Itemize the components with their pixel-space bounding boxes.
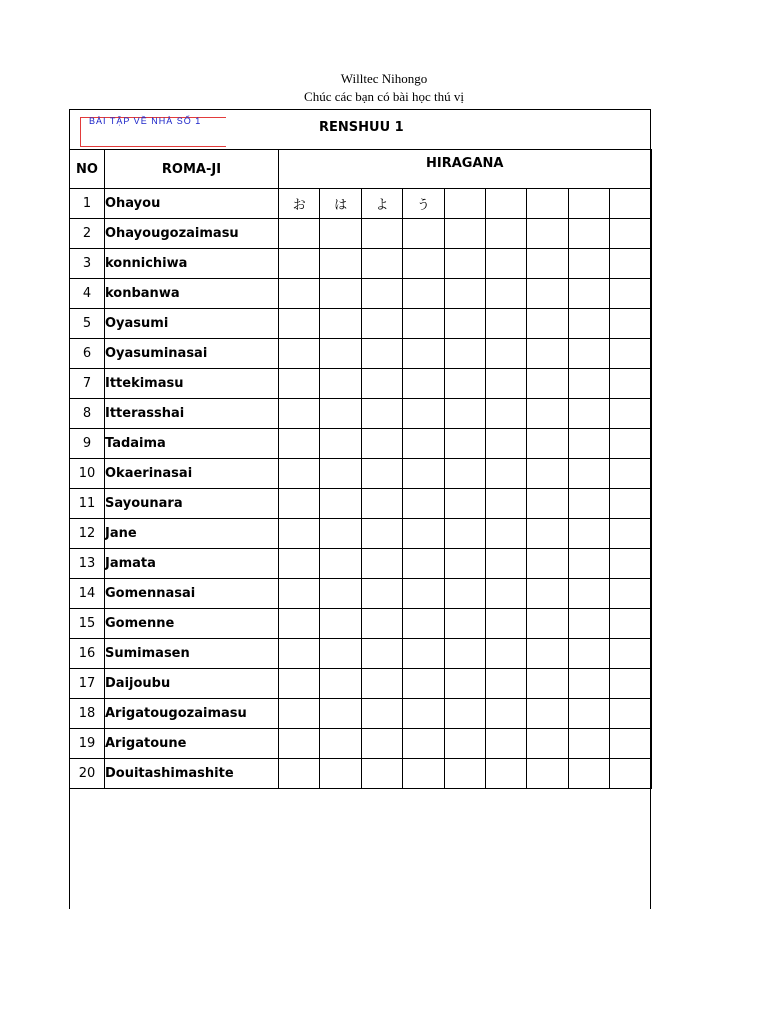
hiragana-cell[interactable] (279, 519, 320, 549)
hiragana-cell[interactable] (403, 729, 444, 759)
hiragana-cell[interactable] (610, 279, 651, 309)
hiragana-cell[interactable] (485, 459, 526, 489)
hiragana-cell[interactable] (403, 699, 444, 729)
hiragana-cell[interactable] (568, 609, 609, 639)
hiragana-cell[interactable] (527, 249, 568, 279)
hiragana-cell[interactable] (485, 639, 526, 669)
hiragana-cell[interactable] (279, 639, 320, 669)
hiragana-cell[interactable] (403, 519, 444, 549)
hiragana-cell[interactable] (361, 669, 402, 699)
hiragana-cell[interactable] (610, 669, 651, 699)
hiragana-cell[interactable] (361, 639, 402, 669)
romaji-word: Gomennasai (105, 579, 279, 609)
hiragana-cell[interactable] (361, 549, 402, 579)
hiragana-cell[interactable]: は (320, 189, 361, 219)
hiragana-cell[interactable] (444, 639, 485, 669)
table-row (70, 459, 652, 489)
hiragana-cell[interactable] (485, 579, 526, 609)
hiragana-cell[interactable] (361, 399, 402, 429)
table-row (70, 279, 652, 309)
hiragana-cell[interactable] (279, 309, 320, 339)
hiragana-cell[interactable] (485, 609, 526, 639)
row-number: 7 (70, 369, 105, 399)
hiragana-cell[interactable] (279, 429, 320, 459)
hiragana-cell[interactable] (527, 459, 568, 489)
hiragana-cell[interactable] (403, 579, 444, 609)
table-row (70, 249, 652, 279)
romaji-word: Jane (105, 519, 279, 549)
hiragana-cell[interactable] (527, 579, 568, 609)
hiragana-cell[interactable] (527, 519, 568, 549)
hiragana-cell[interactable] (320, 729, 361, 759)
hiragana-cell[interactable] (568, 699, 609, 729)
hiragana-cell[interactable] (568, 519, 609, 549)
hiragana-cell[interactable] (279, 459, 320, 489)
hiragana-cell[interactable] (610, 639, 651, 669)
hiragana-cell[interactable] (444, 369, 485, 399)
hiragana-cell[interactable] (568, 189, 609, 219)
table-row (70, 759, 652, 789)
hiragana-cell[interactable] (361, 339, 402, 369)
hiragana-cell[interactable] (403, 759, 444, 789)
hiragana-cell[interactable] (444, 219, 485, 249)
hiragana-cell[interactable] (485, 549, 526, 579)
hiragana-cell[interactable] (485, 489, 526, 519)
sheet-top-border (69, 109, 651, 110)
hiragana-cell[interactable] (320, 609, 361, 639)
hiragana-cell[interactable] (403, 249, 444, 279)
hiragana-cell[interactable] (320, 429, 361, 459)
hiragana-cell[interactable] (610, 399, 651, 429)
hiragana-cell[interactable] (527, 429, 568, 459)
hiragana-cell[interactable] (485, 369, 526, 399)
romaji-word: konnichiwa (105, 249, 279, 279)
table-row (70, 579, 652, 609)
hiragana-cell[interactable] (320, 279, 361, 309)
worksheet (69, 109, 651, 909)
row-number: 1 (70, 189, 105, 219)
hiragana-cell[interactable] (527, 279, 568, 309)
hiragana-cell[interactable] (485, 399, 526, 429)
hiragana-cell[interactable] (568, 729, 609, 759)
romaji-word: Itterasshai (105, 399, 279, 429)
romaji-word: Tadaima (105, 429, 279, 459)
hiragana-cell[interactable] (320, 759, 361, 789)
hiragana-cell[interactable] (320, 699, 361, 729)
hiragana-cell[interactable] (527, 549, 568, 579)
row-number: 3 (70, 249, 105, 279)
row-number: 11 (70, 489, 105, 519)
hiragana-cell[interactable] (568, 309, 609, 339)
row-number: 6 (70, 339, 105, 369)
hiragana-cell[interactable] (527, 699, 568, 729)
table-row (70, 729, 652, 759)
hiragana-cell[interactable] (485, 189, 526, 219)
row-number: 8 (70, 399, 105, 429)
hiragana-cell[interactable] (568, 249, 609, 279)
hiragana-cell[interactable] (320, 489, 361, 519)
hiragana-cell[interactable] (568, 759, 609, 789)
row-number: 9 (70, 429, 105, 459)
hiragana-cell[interactable] (568, 279, 609, 309)
hiragana-cell[interactable] (568, 459, 609, 489)
hiragana-cell[interactable] (320, 219, 361, 249)
row-number: 14 (70, 579, 105, 609)
hiragana-cell[interactable] (444, 309, 485, 339)
table-row (70, 399, 652, 429)
hiragana-cell[interactable] (485, 249, 526, 279)
hiragana-cell[interactable] (403, 669, 444, 699)
hiragana-cell[interactable]: お (279, 189, 320, 219)
hiragana-cell[interactable] (320, 579, 361, 609)
row-number: 4 (70, 279, 105, 309)
hiragana-cell[interactable] (320, 519, 361, 549)
hiragana-cell[interactable] (403, 279, 444, 309)
hiragana-cell[interactable] (527, 639, 568, 669)
table-row (70, 219, 652, 249)
hiragana-cell[interactable] (485, 279, 526, 309)
practice-table (69, 149, 652, 789)
hiragana-cell[interactable] (444, 519, 485, 549)
hiragana-cell[interactable] (279, 729, 320, 759)
hiragana-cell[interactable] (320, 669, 361, 699)
table-row (70, 339, 652, 369)
hiragana-cell[interactable] (279, 549, 320, 579)
hiragana-cell[interactable] (568, 339, 609, 369)
hiragana-cell[interactable] (361, 489, 402, 519)
hiragana-cell[interactable] (403, 399, 444, 429)
hiragana-cell[interactable] (444, 399, 485, 429)
hiragana-cell[interactable] (527, 729, 568, 759)
hiragana-cell[interactable] (361, 459, 402, 489)
hiragana-cell[interactable] (279, 339, 320, 369)
hiragana-cell[interactable] (403, 219, 444, 249)
romaji-word: Jamata (105, 549, 279, 579)
hiragana-cell[interactable] (361, 759, 402, 789)
row-number: 10 (70, 459, 105, 489)
romaji-word: Arigatoune (105, 729, 279, 759)
hiragana-cell[interactable] (361, 279, 402, 309)
hiragana-cell[interactable] (610, 429, 651, 459)
hiragana-cell[interactable] (568, 639, 609, 669)
hiragana-cell[interactable] (320, 369, 361, 399)
sheet-title: RENSHUU 1 (319, 120, 404, 135)
row-number: 20 (70, 759, 105, 789)
romaji-word: Ittekimasu (105, 369, 279, 399)
row-number: 17 (70, 669, 105, 699)
romaji-word: Arigatougozaimasu (105, 699, 279, 729)
hiragana-cell[interactable] (568, 669, 609, 699)
hiragana-cell[interactable] (320, 459, 361, 489)
hiragana-cell[interactable] (320, 399, 361, 429)
hiragana-cell[interactable] (568, 489, 609, 519)
hiragana-cell[interactable] (568, 219, 609, 249)
table-row (70, 669, 652, 699)
hiragana-cell[interactable] (403, 339, 444, 369)
hiragana-cell[interactable] (444, 729, 485, 759)
hiragana-cell[interactable] (279, 369, 320, 399)
hiragana-cell[interactable] (610, 549, 651, 579)
hiragana-cell[interactable] (485, 669, 526, 699)
hiragana-cell[interactable] (320, 309, 361, 339)
hiragana-cell[interactable] (527, 489, 568, 519)
hiragana-cell[interactable] (361, 249, 402, 279)
hiragana-cell[interactable] (527, 759, 568, 789)
table-header-row (70, 150, 652, 189)
hiragana-cell[interactable] (361, 309, 402, 339)
hiragana-cell[interactable] (610, 369, 651, 399)
hiragana-cell[interactable] (485, 519, 526, 549)
table-row (70, 189, 652, 219)
hiragana-cell[interactable] (610, 759, 651, 789)
hiragana-cell[interactable] (279, 489, 320, 519)
greeting-line: Chúc các bạn có bài học thú vị (304, 89, 464, 104)
hiragana-cell[interactable] (444, 429, 485, 459)
hiragana-cell[interactable] (610, 249, 651, 279)
hiragana-cell[interactable] (485, 729, 526, 759)
row-number: 5 (70, 309, 105, 339)
hiragana-cell[interactable] (568, 399, 609, 429)
homework-stamp-label: BÀI TẬP VỀ NHÀ SỐ 1 (89, 116, 202, 126)
hiragana-cell[interactable] (527, 669, 568, 699)
row-number: 18 (70, 699, 105, 729)
hiragana-cell[interactable] (444, 279, 485, 309)
hiragana-cell[interactable] (403, 369, 444, 399)
hiragana-cell[interactable] (610, 519, 651, 549)
hiragana-cell[interactable] (610, 309, 651, 339)
hiragana-cell[interactable] (403, 429, 444, 459)
hiragana-cell[interactable] (361, 579, 402, 609)
romaji-word: Oyasuminasai (105, 339, 279, 369)
page-header (0, 70, 768, 106)
table-row (70, 609, 652, 639)
hiragana-cell[interactable] (485, 699, 526, 729)
hiragana-cell[interactable] (403, 639, 444, 669)
hiragana-cell[interactable] (610, 609, 651, 639)
row-number: 16 (70, 639, 105, 669)
hiragana-cell[interactable] (444, 759, 485, 789)
row-number: 12 (70, 519, 105, 549)
hiragana-cell[interactable] (361, 219, 402, 249)
hiragana-cell[interactable] (403, 309, 444, 339)
header-no: NO (70, 150, 105, 189)
hiragana-cell[interactable] (444, 249, 485, 279)
hiragana-cell[interactable] (444, 579, 485, 609)
romaji-word: konbanwa (105, 279, 279, 309)
romaji-word: Daijoubu (105, 669, 279, 699)
hiragana-cell[interactable] (610, 459, 651, 489)
hiragana-cell[interactable] (527, 339, 568, 369)
hiragana-cell[interactable] (444, 609, 485, 639)
hiragana-cell[interactable] (279, 579, 320, 609)
hiragana-cell[interactable] (485, 429, 526, 459)
romaji-word: Sayounara (105, 489, 279, 519)
hiragana-cell[interactable] (279, 399, 320, 429)
table-row (70, 699, 652, 729)
hiragana-cell[interactable] (279, 609, 320, 639)
romaji-word: Ohayougozaimasu (105, 219, 279, 249)
hiragana-cell[interactable] (444, 699, 485, 729)
hiragana-cell[interactable] (610, 189, 651, 219)
hiragana-cell[interactable] (610, 699, 651, 729)
table-row (70, 489, 652, 519)
hiragana-cell[interactable] (568, 429, 609, 459)
hiragana-cell[interactable] (568, 369, 609, 399)
row-number: 2 (70, 219, 105, 249)
romaji-word: Gomenne (105, 609, 279, 639)
hiragana-cell[interactable] (444, 339, 485, 369)
hiragana-cell[interactable] (361, 369, 402, 399)
hiragana-cell[interactable] (361, 519, 402, 549)
hiragana-cell[interactable] (610, 579, 651, 609)
header-hiragana: HIRAGANA (279, 150, 652, 189)
row-number: 19 (70, 729, 105, 759)
hiragana-cell[interactable] (485, 309, 526, 339)
hiragana-cell[interactable] (279, 279, 320, 309)
hiragana-cell[interactable] (610, 489, 651, 519)
romaji-word: Douitashimashite (105, 759, 279, 789)
hiragana-cell[interactable] (485, 759, 526, 789)
romaji-word: Okaerinasai (105, 459, 279, 489)
hiragana-cell[interactable] (527, 399, 568, 429)
hiragana-cell[interactable] (444, 459, 485, 489)
hiragana-cell[interactable] (527, 309, 568, 339)
hiragana-cell[interactable] (610, 339, 651, 369)
hiragana-cell[interactable] (610, 219, 651, 249)
hiragana-cell[interactable] (527, 219, 568, 249)
table-row (70, 519, 652, 549)
hiragana-cell[interactable] (568, 549, 609, 579)
hiragana-cell[interactable] (279, 249, 320, 279)
hiragana-cell[interactable] (403, 489, 444, 519)
hiragana-cell[interactable] (320, 639, 361, 669)
romaji-word: Oyasumi (105, 309, 279, 339)
hiragana-cell[interactable] (568, 579, 609, 609)
hiragana-cell[interactable] (279, 759, 320, 789)
hiragana-cell[interactable]: う (403, 189, 444, 219)
header-roma-ji: ROMA-JI (105, 150, 279, 189)
hiragana-cell[interactable] (527, 369, 568, 399)
hiragana-cell[interactable] (444, 489, 485, 519)
table-row (70, 639, 652, 669)
hiragana-cell[interactable] (444, 669, 485, 699)
hiragana-cell[interactable] (320, 339, 361, 369)
hiragana-cell[interactable] (485, 339, 526, 369)
hiragana-cell[interactable] (485, 219, 526, 249)
hiragana-cell[interactable]: よ (361, 189, 402, 219)
hiragana-cell[interactable] (279, 219, 320, 249)
hiragana-cell[interactable] (361, 609, 402, 639)
hiragana-cell[interactable] (361, 729, 402, 759)
table-row (70, 549, 652, 579)
romaji-word: Ohayou (105, 189, 279, 219)
hiragana-cell[interactable] (444, 549, 485, 579)
row-number: 15 (70, 609, 105, 639)
school-name: Willtec Nihongo (340, 71, 428, 86)
table-row (70, 429, 652, 459)
hiragana-cell[interactable] (361, 699, 402, 729)
romaji-word: Sumimasen (105, 639, 279, 669)
hiragana-cell[interactable] (403, 549, 444, 579)
hiragana-cell[interactable] (320, 249, 361, 279)
hiragana-cell[interactable] (403, 459, 444, 489)
hiragana-cell[interactable] (527, 189, 568, 219)
hiragana-cell[interactable] (279, 669, 320, 699)
hiragana-cell[interactable] (527, 609, 568, 639)
hiragana-cell[interactable] (444, 189, 485, 219)
table-row (70, 369, 652, 399)
row-number: 13 (70, 549, 105, 579)
hiragana-cell[interactable] (279, 699, 320, 729)
hiragana-cell[interactable] (320, 549, 361, 579)
hiragana-cell[interactable] (403, 609, 444, 639)
table-row (70, 309, 652, 339)
hiragana-cell[interactable] (610, 729, 651, 759)
hiragana-cell[interactable] (361, 429, 402, 459)
